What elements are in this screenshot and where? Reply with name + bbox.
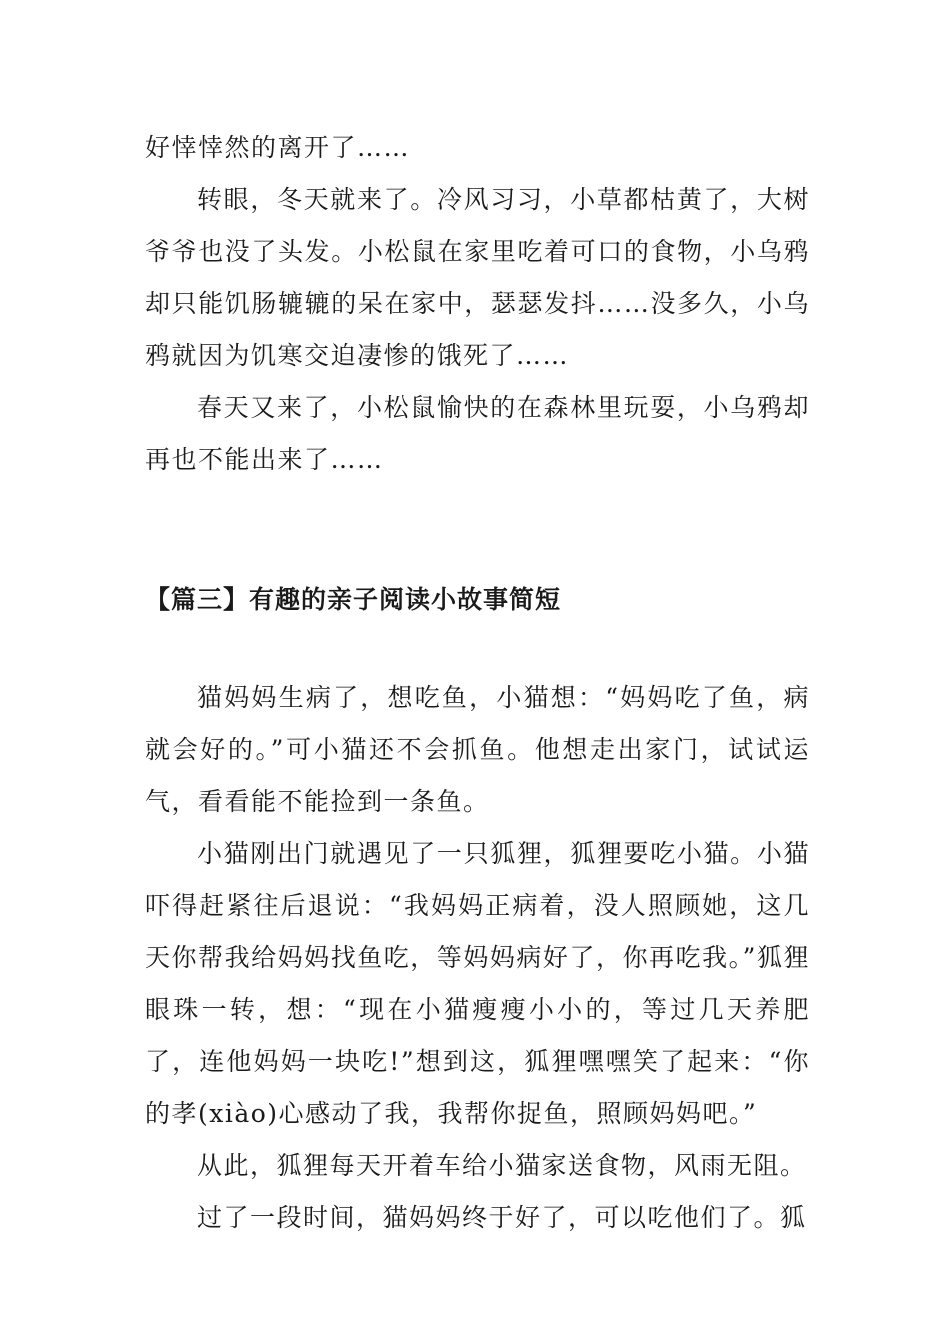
story-text-bottom [145, 672, 810, 1244]
paragraph-winter: 转眼，冬天就来了。冷风习习，小草都枯黄了，大树爷爷也没了头发。小松鼠在家里吃着可口的食物，小乌鸦却只能饥肠辘辘的呆在家中，瑟瑟发抖……没多久，小乌鸦就因为饥寒交迫凄惨的饿死了…… [145, 185, 810, 370]
paragraph-spring: 春天又来了，小松鼠愉快的在森林里玩耍，小乌鸦却再也不能出来了…… [145, 393, 810, 474]
paragraph-fox-delivers: 从此，狐狸每天开着车给小猫家送食物，风雨无阻。 [197, 1151, 807, 1180]
section-heading: 【篇三】有趣的亲子阅读小故事简短 [145, 585, 562, 614]
story-text-top [145, 122, 810, 486]
paragraph-cat-mother: 猫妈妈生病了，想吃鱼，小猫想：“妈妈吃了鱼，病就会好的。”可小猫还不会抓鱼。他想走出家门，试试运气，看看能不能捡到一条鱼。 [145, 683, 810, 816]
paragraph-continuation: 好悻悻然的离开了…… [145, 133, 411, 162]
paragraph-mother-recovers: 过了一段时间，猫妈妈终于好了，可以吃他们了。狐 [197, 1203, 807, 1232]
paragraph-fox-meets-cat: 小猫刚出门就遇见了一只狐狸，狐狸要吃小猫。小猫吓得赶紧往后退说：“我妈妈正病着，没人照顾她，这几天你帮我给妈妈找鱼吃，等妈妈病好了，你再吃我。”狐狸眼珠一转，想：“现在小猫瘦瘦小小的，等过几天养肥了，连他妈妈一块吃!”想到这，狐狸嘿嘿笑了起来：“你的孝(xiào)心感动了我，我帮你捉鱼，照顾妈妈吧。” [145, 839, 810, 1128]
